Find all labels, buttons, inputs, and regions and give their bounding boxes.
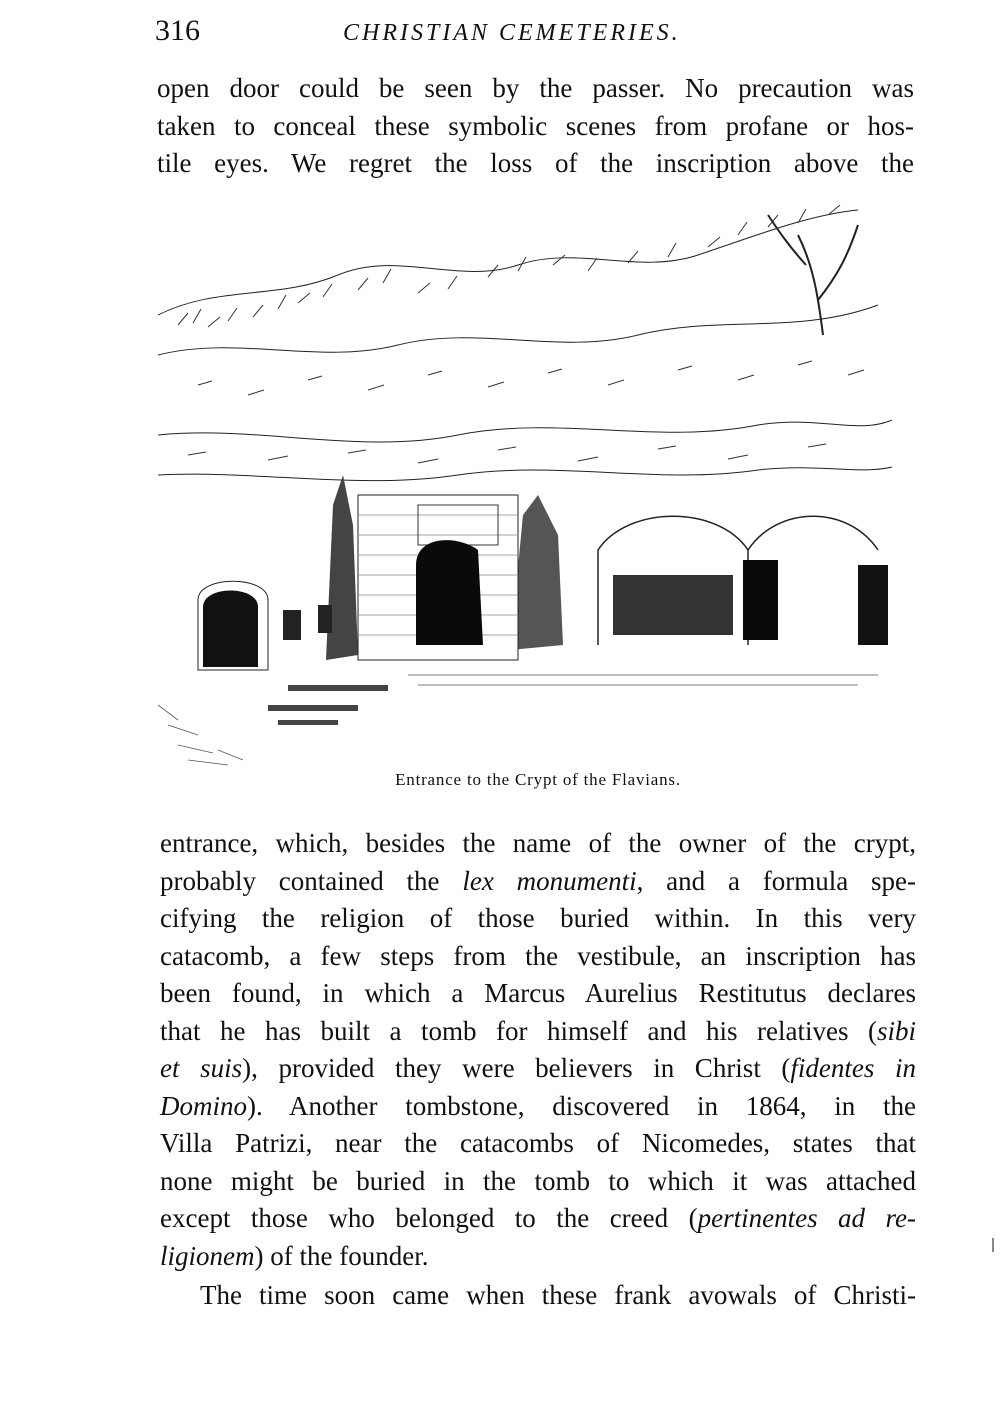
- latin-term: lex monumenti: [462, 865, 637, 896]
- text-line: open door could be seen by the passer. No precaution was: [157, 73, 914, 103]
- top-paragraph: [157, 70, 914, 183]
- text-line: [160, 1088, 916, 1126]
- crypt-illustration: [158, 205, 892, 775]
- main-doorway: [416, 540, 483, 645]
- running-title: CHRISTIAN CEMETERIES.: [343, 20, 681, 46]
- text-line: [160, 1013, 916, 1051]
- latin-term: fidentes in: [790, 1053, 917, 1083]
- text-run: except those who belonged to the creed (: [160, 1203, 698, 1233]
- latin-term: sibi: [876, 1015, 916, 1046]
- latin-term: ligionem: [160, 1240, 255, 1271]
- figure-caption: Entrance to the Crypt of the Flavians.: [395, 770, 681, 789]
- latin-term: pertinentes ad re-: [697, 1203, 916, 1233]
- text-line: tile eyes. We regret the loss of the inscription above the: [157, 148, 914, 178]
- text-run: ) of the founder.: [254, 1240, 429, 1271]
- crypt-engraving: [158, 205, 892, 775]
- closing-paragraph: [160, 1277, 916, 1315]
- text-line: [160, 1200, 916, 1238]
- text-line: been found, in which a Marcus Aurelius Restitutus declares: [160, 978, 916, 1008]
- text-run: probably contained the: [160, 865, 463, 896]
- text-line: taken to conceal these symbolic scenes from profane or hos-: [157, 110, 914, 141]
- text-run: that he has built a tomb for himself and his relatives (: [160, 1015, 877, 1046]
- left-arch: [203, 591, 258, 668]
- text-run: ), provided they were believers in Christ (: [242, 1053, 791, 1083]
- latin-term: et suis: [160, 1053, 243, 1083]
- text-line: none might be buried in the tomb to which it was attached: [160, 1165, 916, 1196]
- text-line: [160, 1050, 916, 1088]
- text-line: Villa Patrizi, near the catacombs of Nicomedes, states that: [160, 1128, 916, 1158]
- page-number: 316: [155, 14, 200, 47]
- text-line: catacomb, a few steps from the vestibule, an inscription has: [160, 940, 916, 971]
- body-paragraph: [160, 825, 916, 1275]
- text-line: [160, 863, 916, 901]
- latin-term: Domino: [160, 1090, 247, 1121]
- text-line: [160, 1238, 916, 1276]
- text-run: ). Another tombstone, discovered in 1864, in the: [247, 1090, 916, 1121]
- hillside: [158, 210, 858, 315]
- text-line: cifying the religion of those buried within. In this very: [160, 903, 916, 933]
- text-line: entrance, which, besides the name of the owner of the crypt,: [160, 828, 916, 858]
- text-line: The time soon came when these frank avowals of Christi-: [200, 1280, 916, 1310]
- margin-mark: [992, 1238, 994, 1252]
- page-header: [155, 14, 915, 54]
- text-run: , and a formula spe-: [636, 865, 917, 896]
